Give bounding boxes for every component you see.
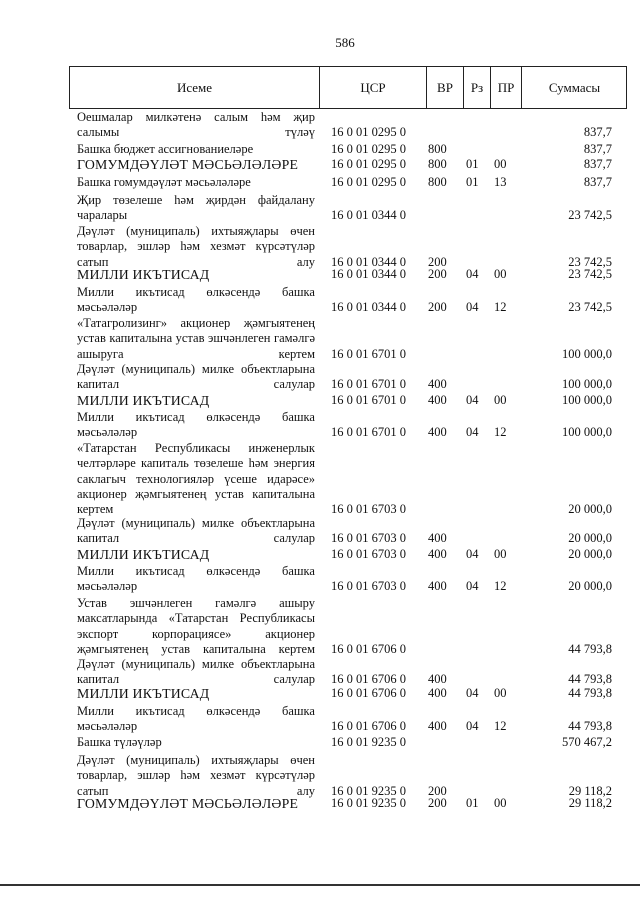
row-csr: 16 0 01 6701 0 (331, 346, 406, 361)
row-pr: 00 (494, 393, 507, 407)
row-name: Дәүләт (муниципаль) милке объектларына капитал салулар (77, 657, 315, 687)
table-row (0, 267, 640, 282)
row-sum: 23 742,5 (568, 208, 612, 223)
row-name: Оешмалар милкәтенә салым һәм җир салымы түләү (77, 110, 315, 140)
row-pr: 00 (494, 547, 507, 561)
row-name: МИЛЛИ ИКЪТИСАД (77, 686, 210, 701)
row-vr: 200 (428, 796, 447, 810)
table-row (0, 564, 640, 595)
row-csr: 16 0 01 6703 0 (331, 579, 406, 594)
row-name: Милли икътисад өлкәсендә башка мәсьәләләр (77, 410, 315, 440)
table-row (0, 796, 640, 811)
row-vr: 200 (428, 267, 447, 281)
page-bottom-edge (0, 884, 640, 886)
row-sum: 44 793,8 (568, 719, 612, 734)
row-vr: 400 (428, 425, 447, 440)
row-csr: 16 0 01 0295 0 (331, 175, 406, 189)
row-rz: 04 (466, 547, 479, 561)
table-row (0, 441, 640, 518)
row-rz: 04 (466, 267, 479, 281)
row-csr: 16 0 01 6703 0 (331, 502, 406, 517)
row-name: ГОМУМДӘҮЛӘТ МӘСЬӘЛӘЛӘРЕ (77, 796, 299, 811)
row-name: Башка гомумдәүләт мәсьәләләре (77, 175, 251, 189)
table-row (0, 193, 640, 224)
row-csr: 16 0 01 9235 0 (331, 796, 406, 810)
table-row (0, 753, 640, 799)
row-rz: 01 (466, 796, 479, 810)
row-sum: 570 467,2 (562, 735, 612, 749)
row-sum: 20 000,0 (568, 531, 612, 546)
row-pr: 12 (494, 719, 507, 734)
table-header (69, 66, 627, 109)
row-csr: 16 0 01 6706 0 (331, 719, 406, 734)
row-sum: 100 000,0 (562, 393, 612, 407)
row-csr: 16 0 01 0295 0 (331, 157, 406, 171)
row-name: Устав эшчәнлеген гамәлгә ашыру максатларында «Татарстан Республикасы экспорт корпорациясе» акционер җәмгыятенең устав капиталына кертем (77, 596, 315, 656)
row-sum: 29 118,2 (568, 783, 612, 798)
row-sum: 23 742,5 (568, 300, 612, 315)
row-csr: 16 0 01 9235 0 (331, 783, 406, 798)
row-vr: 800 (428, 175, 447, 189)
row-name: ГОМУМДӘҮЛӘТ МӘСЬӘЛӘЛӘРЕ (77, 157, 299, 172)
row-rz: 04 (466, 300, 479, 315)
row-csr: 16 0 01 0295 0 (331, 142, 406, 156)
row-rz: 01 (466, 157, 479, 171)
row-csr: 16 0 01 9235 0 (331, 735, 406, 749)
row-name: Милли икътисад өлкәсендә башка мәсьәләләр (77, 285, 315, 315)
row-csr: 16 0 01 0344 0 (331, 267, 406, 281)
row-name: МИЛЛИ ИКЪТИСАД (77, 393, 210, 408)
table-row (0, 142, 640, 157)
header-vr: ВР (427, 67, 464, 108)
table-row (0, 686, 640, 701)
row-vr: 200 (428, 300, 447, 315)
row-sum: 837,7 (583, 175, 612, 189)
header-rz: Рз (464, 67, 491, 108)
header-csr: ЦСР (320, 67, 427, 108)
row-vr: 200 (428, 254, 447, 269)
row-csr: 16 0 01 6703 0 (331, 547, 406, 561)
table-row (0, 175, 640, 190)
row-pr: 00 (494, 686, 507, 700)
row-name: Дәүләт (муниципаль) ихтыяҗлары өчен товарлар, эшләр һәм хезмәт күрсәтүләр сатып алу (77, 753, 315, 798)
row-sum: 837,7 (583, 157, 612, 171)
row-name: Дәүләт (муниципаль) милке объектларына капитал салулар (77, 516, 315, 546)
row-pr: 13 (494, 175, 507, 189)
row-vr: 200 (428, 783, 447, 798)
row-name: «Татарстан Республикасы инженерлык челтәрләре капиталь төзелеше һәм энергия саклагыч технологияләр үсеше идарәсе» акционер җәмгыятенең устав капиталына кертем (77, 441, 315, 517)
header-name: Исеме (70, 67, 320, 108)
row-sum: 100 000,0 (562, 377, 612, 392)
row-csr: 16 0 01 6706 0 (331, 686, 406, 700)
row-csr: 16 0 01 6701 0 (331, 425, 406, 440)
row-sum: 44 793,8 (568, 672, 612, 687)
row-vr: 400 (428, 686, 447, 700)
row-pr: 00 (494, 157, 507, 171)
row-name: МИЛЛИ ИКЪТИСАД (77, 267, 210, 282)
row-vr: 400 (428, 579, 447, 594)
row-vr: 400 (428, 393, 447, 407)
row-name: «Татагролизинг» акционер җәмгыятенең устав капиталына устав эшчәнлеген гамәлгә ашыруга кертем (77, 316, 315, 361)
row-vr: 400 (428, 672, 447, 687)
row-pr: 00 (494, 796, 507, 810)
row-sum: 100 000,0 (562, 346, 612, 361)
row-csr: 16 0 01 6706 0 (331, 672, 406, 687)
row-name: Милли икътисад өлкәсендә башка мәсьәләләр (77, 704, 315, 734)
table-row (0, 735, 640, 750)
row-sum: 837,7 (583, 142, 612, 156)
row-vr: 400 (428, 719, 447, 734)
row-sum: 100 000,0 (562, 425, 612, 440)
header-pr: ПР (491, 67, 522, 108)
table-row (0, 596, 640, 657)
table-row (0, 393, 640, 408)
row-rz: 04 (466, 393, 479, 407)
table-row (0, 704, 640, 735)
table-row (0, 547, 640, 562)
row-sum: 29 118,2 (568, 796, 612, 810)
row-sum: 23 742,5 (568, 267, 612, 281)
page-number: 586 (335, 35, 355, 50)
row-rz: 04 (466, 425, 479, 440)
table-row (0, 516, 640, 547)
row-pr: 00 (494, 267, 507, 281)
row-rz: 04 (466, 686, 479, 700)
row-vr: 400 (428, 531, 447, 546)
row-name: Җир төзелеше һәм җирдән файдалану чаралары (77, 193, 315, 223)
table-row (0, 224, 640, 270)
row-sum: 44 793,8 (568, 641, 612, 656)
row-vr: 800 (428, 157, 447, 171)
row-csr: 16 0 01 0344 0 (331, 208, 406, 223)
row-rz: 04 (466, 579, 479, 594)
row-name: Башка бюджет ассигнованиеләре (77, 142, 254, 156)
row-pr: 12 (494, 425, 507, 440)
row-pr: 12 (494, 300, 507, 315)
row-csr: 16 0 01 0295 0 (331, 125, 406, 140)
row-rz: 04 (466, 719, 479, 734)
row-csr: 16 0 01 6701 0 (331, 377, 406, 392)
row-sum: 837,7 (583, 125, 612, 140)
table-row (0, 285, 640, 316)
row-sum: 20 000,0 (568, 502, 612, 517)
row-csr: 16 0 01 6706 0 (331, 641, 406, 656)
row-rz: 01 (466, 175, 479, 189)
row-vr: 400 (428, 547, 447, 561)
row-name: МИЛЛИ ИКЪТИСАД (77, 547, 210, 562)
table-row (0, 110, 640, 141)
row-name: Милли икътисад өлкәсендә башка мәсьәләләр (77, 564, 315, 594)
table-row (0, 316, 640, 362)
row-sum: 20 000,0 (568, 547, 612, 561)
row-sum: 20 000,0 (568, 579, 612, 594)
row-name: Башка түләүләр (77, 735, 162, 749)
row-vr: 400 (428, 377, 447, 392)
row-sum: 23 742,5 (568, 254, 612, 269)
table-row (0, 410, 640, 441)
table-row (0, 657, 640, 688)
row-csr: 16 0 01 0344 0 (331, 300, 406, 315)
row-vr: 800 (428, 142, 447, 156)
row-csr: 16 0 01 0344 0 (331, 254, 406, 269)
table-row (0, 362, 640, 393)
table-row (0, 157, 640, 172)
row-sum: 44 793,8 (568, 686, 612, 700)
header-sum: Суммасы (548, 80, 601, 95)
row-name: Дәүләт (муниципаль) ихтыяҗлары өчен товарлар, эшләр һәм хезмәт күрсәтүләр сатып алу (77, 224, 315, 269)
row-csr: 16 0 01 6703 0 (331, 531, 406, 546)
row-name: Дәүләт (муниципаль) милке объектларына капитал салулар (77, 362, 315, 392)
row-csr: 16 0 01 6701 0 (331, 393, 406, 407)
row-pr: 12 (494, 579, 507, 594)
